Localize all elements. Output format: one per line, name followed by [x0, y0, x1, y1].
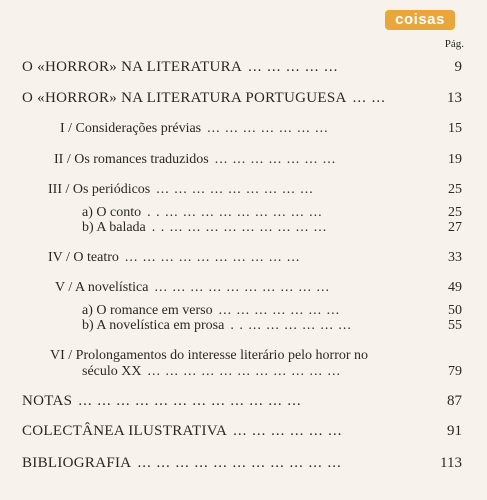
toc-leader-dots: ... ... ... ... ... ... [233, 423, 343, 439]
toc-leader-dots: ... ... ... ... ... ... ... ... ... ... [154, 280, 330, 295]
toc-entry-colectanea[interactable] [22, 423, 462, 440]
toc-leader-dots: ... ... ... ... ... ... ... [207, 121, 329, 136]
toc-page-number: 25 [448, 205, 462, 220]
toc-entry-title: BIBLIOGRAFIA [22, 455, 132, 471]
toc-entry-notas[interactable] [22, 393, 462, 410]
toc-entry-title: V / A novelística [55, 280, 149, 295]
toc-entry-title: VI / Prolongamentos do interesse literário pelo horror no [50, 348, 369, 363]
toc-entry-horror-literatura-portuguesa[interactable] [22, 90, 462, 107]
toc-leader-dots: ... ... ... ... ... ... ... ... ... ... [124, 250, 301, 265]
toc-leader-dots: ... ... ... ... ... ... ... ... ... ... ... [147, 364, 341, 379]
toc-leader-dots: ... ... ... ... ... [248, 59, 339, 75]
toc-entry-novelistica-em-prosa[interactable] [82, 318, 462, 334]
toc-entry-title: COLECTÂNEA ILUSTRATIVA [22, 423, 228, 439]
toc-entry-title: II / Os romances traduzidos [54, 152, 209, 167]
toc-leader-dots: ... ... [352, 90, 386, 106]
toc-leader-dots: ... ... ... ... ... ... ... [218, 303, 341, 318]
toc-leader-dots: . . ... ... ... ... ... ... [230, 318, 352, 333]
toc-page-number: 55 [448, 318, 462, 333]
toc-entry-title-continuation: século XX [82, 364, 142, 379]
watermark-logo: coisas [385, 10, 455, 30]
toc-entry-title: I / Considerações prévias [60, 121, 202, 136]
toc-page-number: 33 [448, 250, 462, 265]
toc-page-number: 79 [448, 364, 462, 379]
toc-leader-dots: . . ... ... ... ... ... ... ... ... ... [147, 205, 323, 220]
toc-entry-novelistica[interactable] [55, 280, 462, 296]
toc-entry-prolongamentos-cont[interactable] [82, 364, 462, 380]
toc-page-number: 15 [448, 121, 462, 136]
toc-entry-title: b) A balada [82, 220, 146, 235]
toc-entry-title: O «HORROR» NA LITERATURA PORTUGUESA [22, 90, 347, 106]
toc-entry-horror-literatura[interactable] [22, 59, 462, 76]
page-column-label: Pág. [444, 38, 464, 50]
toc-entry-title: NOTAS [22, 393, 73, 409]
toc-entry-prolongamentos[interactable] [50, 348, 462, 364]
toc-entry-title: O «HORROR» NA LITERATURA [22, 59, 243, 75]
toc-leader-dots: ... ... ... ... ... ... ... ... ... ... ... [137, 455, 342, 471]
toc-leader-dots: ... ... ... ... ... ... ... [214, 152, 337, 167]
toc-page-number: 19 [448, 152, 462, 167]
toc-page-number: 25 [448, 182, 462, 197]
toc-entry-title: a) O romance em verso [82, 303, 213, 318]
toc-page-number: 13 [447, 90, 462, 106]
toc-entry-teatro[interactable] [48, 250, 462, 266]
toc-page-number: 91 [447, 423, 462, 439]
toc-leader-dots: ... ... ... ... ... ... ... ... ... ... ... ... [78, 393, 302, 409]
toc-entry-title: a) O conto [82, 205, 142, 220]
toc-entry-conto[interactable] [82, 205, 462, 221]
toc-entry-romances-traduzidos[interactable] [54, 152, 462, 168]
toc-page-number: 49 [448, 280, 462, 295]
toc-page-number: 27 [448, 220, 462, 235]
toc-entry-consideracoes[interactable] [60, 121, 462, 137]
toc-entry-balada[interactable] [82, 220, 462, 236]
toc-page-number: 50 [448, 303, 462, 318]
toc-entry-title: b) A novelística em prosa [82, 318, 225, 333]
toc-entry-title: III / Os periódicos [48, 182, 151, 197]
toc-entry-periodicos[interactable] [48, 182, 462, 198]
toc-entry-romance-em-verso[interactable] [82, 303, 462, 319]
toc-page-number: 9 [454, 59, 462, 75]
toc-leader-dots: . . ... ... ... ... ... ... ... ... ... [151, 220, 328, 235]
toc-page-number: 87 [447, 393, 462, 409]
toc-entry-bibliografia[interactable] [22, 455, 462, 472]
toc-page-number: 113 [440, 455, 462, 471]
toc-entry-title: IV / O teatro [48, 250, 119, 265]
toc-leader-dots: ... ... ... ... ... ... ... ... ... [156, 182, 314, 197]
